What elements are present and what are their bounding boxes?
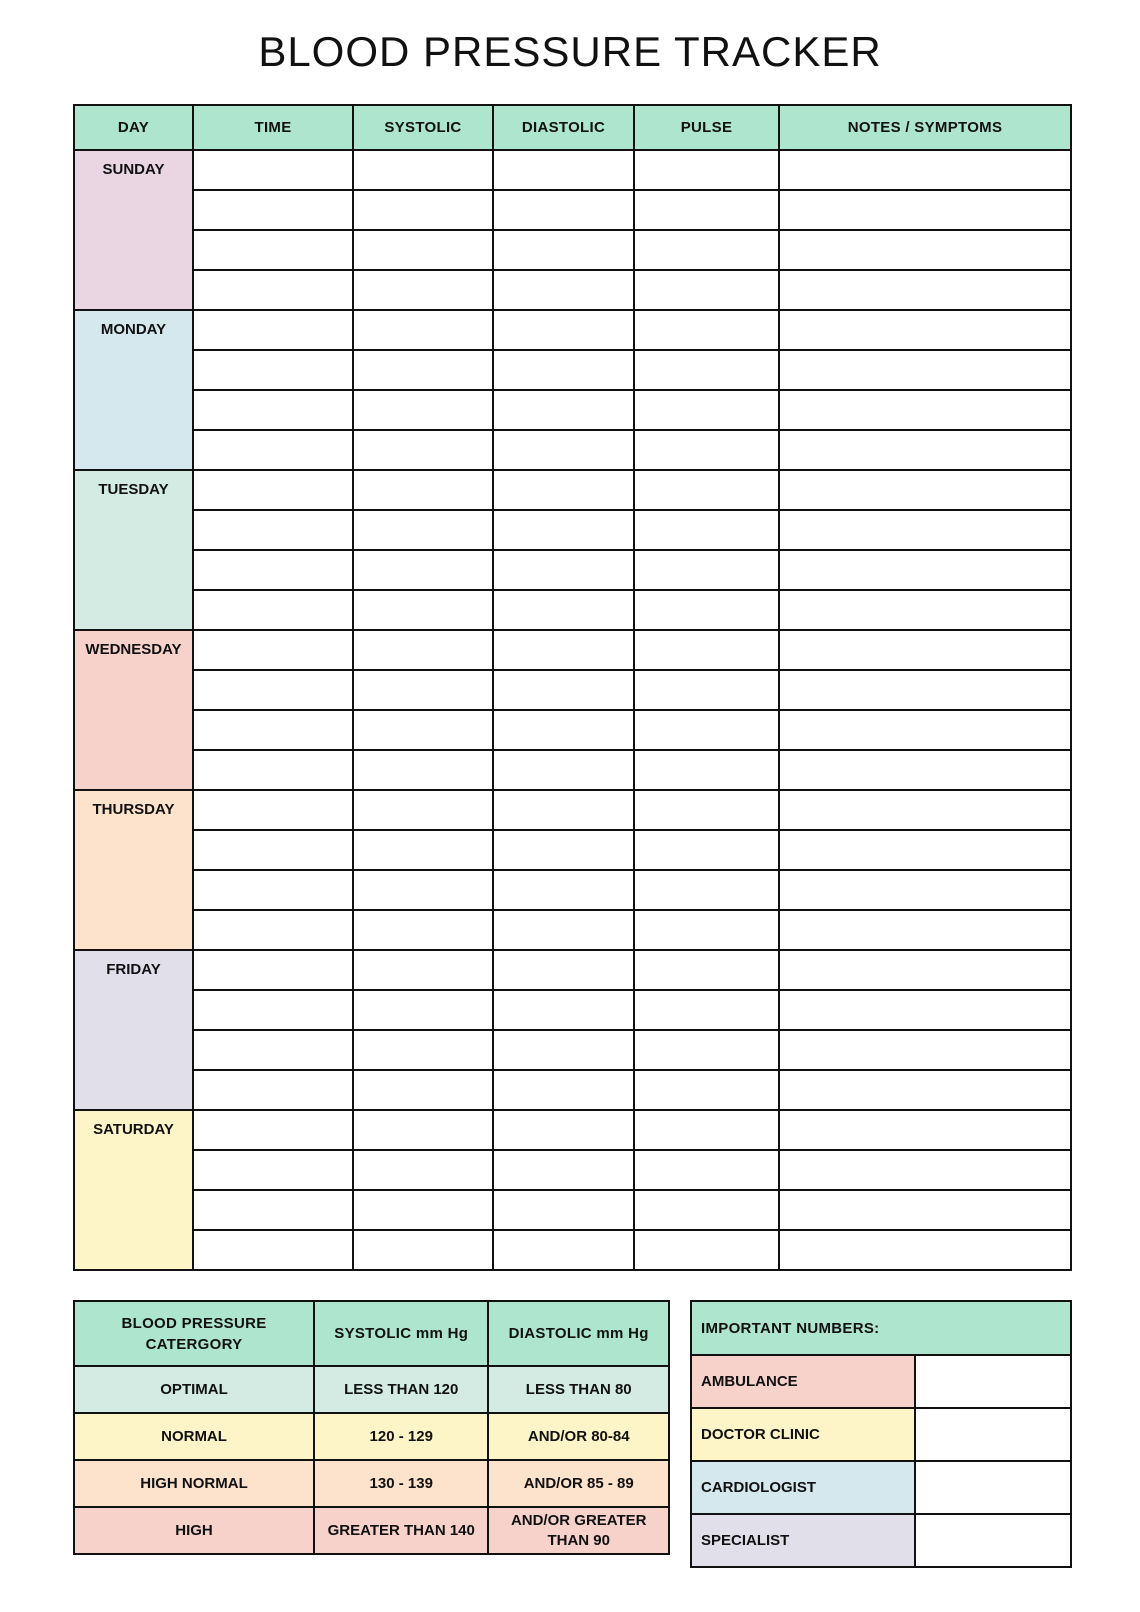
- time-cell[interactable]: [193, 710, 353, 750]
- contact-number-field[interactable]: [915, 1355, 1071, 1408]
- systolic-cell[interactable]: [353, 1030, 493, 1070]
- notes-cell[interactable]: [779, 1150, 1071, 1190]
- notes-cell[interactable]: [779, 270, 1071, 310]
- notes-cell[interactable]: [779, 1030, 1071, 1070]
- pulse-cell[interactable]: [634, 510, 779, 550]
- bp-systolic-cell: 120 - 129: [314, 1413, 488, 1460]
- diastolic-cell[interactable]: [493, 470, 634, 510]
- time-cell[interactable]: [193, 350, 353, 390]
- header-systolic: SYSTOLIC: [353, 105, 493, 150]
- diastolic-cell[interactable]: [493, 430, 634, 470]
- tracker-row: [74, 230, 1071, 270]
- notes-cell[interactable]: [779, 230, 1071, 270]
- bp-systolic-cell: GREATER THAN 140: [314, 1507, 488, 1554]
- notes-cell[interactable]: [779, 670, 1071, 710]
- notes-cell[interactable]: [779, 310, 1071, 350]
- time-cell[interactable]: [193, 1110, 353, 1150]
- time-cell[interactable]: [193, 470, 353, 510]
- pulse-cell[interactable]: [634, 910, 779, 950]
- notes-cell[interactable]: [779, 430, 1071, 470]
- day-label-saturday: SATURDAY: [74, 1110, 193, 1270]
- day-label-tuesday: TUESDAY: [74, 470, 193, 630]
- systolic-cell[interactable]: [353, 150, 493, 190]
- day-label-thursday: THURSDAY: [74, 790, 193, 950]
- time-cell[interactable]: [193, 750, 353, 790]
- time-cell[interactable]: [193, 670, 353, 710]
- diastolic-cell[interactable]: [493, 310, 634, 350]
- systolic-cell[interactable]: [353, 390, 493, 430]
- notes-cell[interactable]: [779, 590, 1071, 630]
- bp-diastolic-cell: AND/OR 85 - 89: [488, 1460, 669, 1507]
- notes-cell[interactable]: [779, 830, 1071, 870]
- bp-header-systolic: SYSTOLIC mm Hg: [314, 1301, 488, 1366]
- tracker-row: [74, 310, 1071, 350]
- contact-label: AMBULANCE: [691, 1355, 915, 1408]
- systolic-cell[interactable]: [353, 1110, 493, 1150]
- bp-category-cell: HIGH NORMAL: [74, 1460, 314, 1507]
- day-label-monday: MONDAY: [74, 310, 193, 470]
- systolic-cell[interactable]: [353, 230, 493, 270]
- diastolic-cell[interactable]: [493, 830, 634, 870]
- time-cell[interactable]: [193, 1230, 353, 1270]
- pulse-cell[interactable]: [634, 670, 779, 710]
- bp-category-cell: HIGH: [74, 1507, 314, 1554]
- pulse-cell[interactable]: [634, 230, 779, 270]
- time-cell[interactable]: [193, 310, 353, 350]
- pulse-cell[interactable]: [634, 710, 779, 750]
- bp-systolic-cell: LESS THAN 120: [314, 1366, 488, 1413]
- systolic-cell[interactable]: [353, 1190, 493, 1230]
- contact-number-field[interactable]: [915, 1514, 1071, 1567]
- systolic-cell[interactable]: [353, 510, 493, 550]
- diastolic-cell[interactable]: [493, 990, 634, 1030]
- important-number-row: [691, 1355, 1071, 1408]
- pulse-cell[interactable]: [634, 430, 779, 470]
- diastolic-cell[interactable]: [493, 1150, 634, 1190]
- systolic-cell[interactable]: [353, 1070, 493, 1110]
- bp-category-row: [74, 1507, 669, 1554]
- time-cell[interactable]: [193, 150, 353, 190]
- systolic-cell[interactable]: [353, 950, 493, 990]
- pulse-cell[interactable]: [634, 390, 779, 430]
- time-cell[interactable]: [193, 910, 353, 950]
- tracker-row: [74, 270, 1071, 310]
- tracker-row: [74, 550, 1071, 590]
- systolic-cell[interactable]: [353, 870, 493, 910]
- bp-category-cell: OPTIMAL: [74, 1366, 314, 1413]
- diastolic-cell[interactable]: [493, 230, 634, 270]
- time-cell[interactable]: [193, 390, 353, 430]
- header-pulse: PULSE: [634, 105, 779, 150]
- pulse-cell[interactable]: [634, 1110, 779, 1150]
- time-cell[interactable]: [193, 630, 353, 670]
- systolic-cell[interactable]: [353, 910, 493, 950]
- systolic-cell[interactable]: [353, 990, 493, 1030]
- bp-systolic-cell: 130 - 139: [314, 1460, 488, 1507]
- diastolic-cell[interactable]: [493, 510, 634, 550]
- notes-cell[interactable]: [779, 990, 1071, 1030]
- tracker-row: [74, 390, 1071, 430]
- systolic-cell[interactable]: [353, 750, 493, 790]
- bp-category-table: [73, 1300, 670, 1555]
- tracker-table: [73, 104, 1072, 1271]
- pulse-cell[interactable]: [634, 150, 779, 190]
- bp-category-body: [74, 1366, 669, 1554]
- notes-cell[interactable]: [779, 790, 1071, 830]
- time-cell[interactable]: [193, 1190, 353, 1230]
- systolic-cell[interactable]: [353, 350, 493, 390]
- diastolic-cell[interactable]: [493, 1110, 634, 1150]
- pulse-cell[interactable]: [634, 190, 779, 230]
- systolic-cell[interactable]: [353, 710, 493, 750]
- bp-diastolic-cell: LESS THAN 80: [488, 1366, 669, 1413]
- header-notes: NOTES / SYMPTOMS: [779, 105, 1071, 150]
- bp-diastolic-cell: AND/OR 80-84: [488, 1413, 669, 1460]
- tracker-row: [74, 1230, 1071, 1270]
- contact-number-field[interactable]: [915, 1461, 1071, 1514]
- systolic-cell[interactable]: [353, 590, 493, 630]
- tracker-row: [74, 350, 1071, 390]
- time-cell[interactable]: [193, 550, 353, 590]
- diastolic-cell[interactable]: [493, 150, 634, 190]
- tracker-row: [74, 710, 1071, 750]
- notes-cell[interactable]: [779, 350, 1071, 390]
- tracker-row: [74, 1070, 1071, 1110]
- diastolic-cell[interactable]: [493, 1230, 634, 1270]
- notes-cell[interactable]: [779, 630, 1071, 670]
- systolic-cell[interactable]: [353, 190, 493, 230]
- tracker-row: [74, 1030, 1071, 1070]
- diastolic-cell[interactable]: [493, 750, 634, 790]
- time-cell[interactable]: [193, 1030, 353, 1070]
- notes-cell[interactable]: [779, 1070, 1071, 1110]
- time-cell[interactable]: [193, 870, 353, 910]
- bp-category-row: [74, 1366, 669, 1413]
- contact-label: SPECIALIST: [691, 1514, 915, 1567]
- day-label-wednesday: WEDNESDAY: [74, 630, 193, 790]
- diastolic-cell[interactable]: [493, 910, 634, 950]
- diastolic-cell[interactable]: [493, 870, 634, 910]
- systolic-cell[interactable]: [353, 830, 493, 870]
- time-cell[interactable]: [193, 950, 353, 990]
- pulse-cell[interactable]: [634, 1230, 779, 1270]
- pulse-cell[interactable]: [634, 270, 779, 310]
- contact-label: CARDIOLOGIST: [691, 1461, 915, 1514]
- diastolic-cell[interactable]: [493, 1190, 634, 1230]
- notes-cell[interactable]: [779, 870, 1071, 910]
- diastolic-cell[interactable]: [493, 790, 634, 830]
- pulse-cell[interactable]: [634, 590, 779, 630]
- pulse-cell[interactable]: [634, 1070, 779, 1110]
- diastolic-cell[interactable]: [493, 1030, 634, 1070]
- bp-category-cell: NORMAL: [74, 1413, 314, 1460]
- day-label-sunday: SUNDAY: [74, 150, 193, 310]
- bp-header-category: BLOOD PRESSURE CATERGORY: [74, 1301, 314, 1366]
- bp-category-row: [74, 1413, 669, 1460]
- tracker-row: [74, 510, 1071, 550]
- tracker-row: [74, 990, 1071, 1030]
- notes-cell[interactable]: [779, 1110, 1071, 1150]
- systolic-cell[interactable]: [353, 270, 493, 310]
- important-number-row: [691, 1461, 1071, 1514]
- systolic-cell[interactable]: [353, 310, 493, 350]
- notes-cell[interactable]: [779, 550, 1071, 590]
- pulse-cell[interactable]: [634, 990, 779, 1030]
- time-cell[interactable]: [193, 190, 353, 230]
- important-numbers-table: [690, 1300, 1072, 1568]
- notes-cell[interactable]: [779, 710, 1071, 750]
- tracker-row: [74, 750, 1071, 790]
- diastolic-cell[interactable]: [493, 190, 634, 230]
- diastolic-cell[interactable]: [493, 630, 634, 670]
- tracker-row: [74, 150, 1071, 190]
- tracker-row: [74, 1150, 1071, 1190]
- diastolic-cell[interactable]: [493, 950, 634, 990]
- time-cell[interactable]: [193, 430, 353, 470]
- diastolic-cell[interactable]: [493, 270, 634, 310]
- pulse-cell[interactable]: [634, 750, 779, 790]
- bp-category-row: [74, 1460, 669, 1507]
- bp-diastolic-cell: AND/OR GREATER THAN 90: [488, 1507, 669, 1554]
- systolic-cell[interactable]: [353, 1230, 493, 1270]
- pulse-cell[interactable]: [634, 470, 779, 510]
- tracker-row: [74, 830, 1071, 870]
- systolic-cell[interactable]: [353, 1150, 493, 1190]
- notes-cell[interactable]: [779, 950, 1071, 990]
- pulse-cell[interactable]: [634, 550, 779, 590]
- systolic-cell[interactable]: [353, 430, 493, 470]
- pulse-cell[interactable]: [634, 870, 779, 910]
- important-numbers-title: IMPORTANT NUMBERS:: [691, 1301, 1071, 1355]
- tracker-row: [74, 790, 1071, 830]
- tracker-row: [74, 430, 1071, 470]
- tracker-row: [74, 190, 1071, 230]
- time-cell[interactable]: [193, 1070, 353, 1110]
- tracker-row: [74, 590, 1071, 630]
- systolic-cell[interactable]: [353, 630, 493, 670]
- tracker-row: [74, 670, 1071, 710]
- time-cell[interactable]: [193, 230, 353, 270]
- notes-cell[interactable]: [779, 150, 1071, 190]
- time-cell[interactable]: [193, 830, 353, 870]
- pulse-cell[interactable]: [634, 1150, 779, 1190]
- important-numbers-header-row: [691, 1301, 1071, 1355]
- diastolic-cell[interactable]: [493, 350, 634, 390]
- time-cell[interactable]: [193, 270, 353, 310]
- page-title: BLOOD PRESSURE TRACKER: [258, 28, 882, 75]
- pulse-cell[interactable]: [634, 310, 779, 350]
- header-day: DAY: [74, 105, 193, 150]
- bp-category-header-row: [74, 1301, 669, 1366]
- tracker-row: [74, 1190, 1071, 1230]
- systolic-cell[interactable]: [353, 670, 493, 710]
- tracker-row: [74, 630, 1071, 670]
- diastolic-cell[interactable]: [493, 550, 634, 590]
- contact-label: DOCTOR CLINIC: [691, 1408, 915, 1461]
- notes-cell[interactable]: [779, 390, 1071, 430]
- notes-cell[interactable]: [779, 510, 1071, 550]
- time-cell[interactable]: [193, 990, 353, 1030]
- time-cell[interactable]: [193, 790, 353, 830]
- notes-cell[interactable]: [779, 470, 1071, 510]
- systolic-cell[interactable]: [353, 550, 493, 590]
- time-cell[interactable]: [193, 510, 353, 550]
- diastolic-cell[interactable]: [493, 710, 634, 750]
- tracker-row: [74, 910, 1071, 950]
- notes-cell[interactable]: [779, 750, 1071, 790]
- tracker-row: [74, 470, 1071, 510]
- pulse-cell[interactable]: [634, 830, 779, 870]
- pulse-cell[interactable]: [634, 790, 779, 830]
- notes-cell[interactable]: [779, 190, 1071, 230]
- important-number-row: [691, 1514, 1071, 1567]
- tracker-row: [74, 1110, 1071, 1150]
- tracker-body: [74, 150, 1071, 1270]
- pulse-cell[interactable]: [634, 1190, 779, 1230]
- pulse-cell[interactable]: [634, 630, 779, 670]
- diastolic-cell[interactable]: [493, 590, 634, 630]
- systolic-cell[interactable]: [353, 790, 493, 830]
- bp-header-diastolic: DIASTOLIC mm Hg: [488, 1301, 669, 1366]
- day-label-friday: FRIDAY: [74, 950, 193, 1110]
- time-cell[interactable]: [193, 1150, 353, 1190]
- diastolic-cell[interactable]: [493, 390, 634, 430]
- tracker-row: [74, 950, 1071, 990]
- pulse-cell[interactable]: [634, 950, 779, 990]
- header-time: TIME: [193, 105, 353, 150]
- diastolic-cell[interactable]: [493, 1070, 634, 1110]
- tracker-header-row: [74, 105, 1071, 150]
- important-numbers-body: [691, 1355, 1071, 1567]
- pulse-cell[interactable]: [634, 350, 779, 390]
- systolic-cell[interactable]: [353, 470, 493, 510]
- contact-number-field[interactable]: [915, 1408, 1071, 1461]
- important-number-row: [691, 1408, 1071, 1461]
- header-diastolic: DIASTOLIC: [493, 105, 634, 150]
- notes-cell[interactable]: [779, 1230, 1071, 1270]
- diastolic-cell[interactable]: [493, 670, 634, 710]
- notes-cell[interactable]: [779, 1190, 1071, 1230]
- time-cell[interactable]: [193, 590, 353, 630]
- pulse-cell[interactable]: [634, 1030, 779, 1070]
- notes-cell[interactable]: [779, 910, 1071, 950]
- tracker-row: [74, 870, 1071, 910]
